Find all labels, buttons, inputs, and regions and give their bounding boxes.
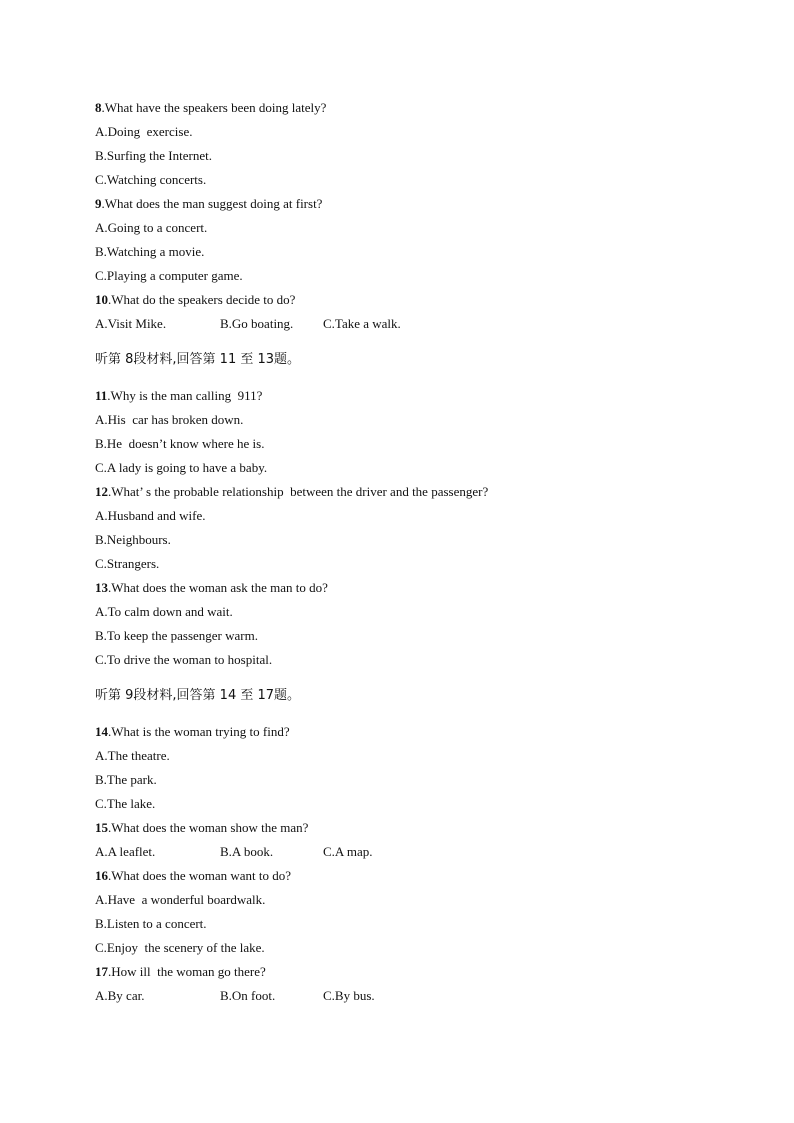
question-text: .Why is the man calling 911? [107, 388, 263, 403]
option-c: C.Watching concerts. [95, 172, 207, 187]
option-c: C.The lake. [95, 796, 156, 811]
question-text: .How ill the woman go there? [108, 964, 266, 979]
option-a: A.His car has broken down. [95, 412, 244, 427]
question-number: 13 [95, 580, 108, 595]
question-text: .What does the woman show the man? [108, 820, 309, 835]
question-8 [95, 96, 715, 120]
option-a: A.Husband and wife. [95, 508, 206, 523]
option-a: A.By car. [95, 988, 145, 1003]
option-c: C.To drive the woman to hospital. [95, 652, 273, 667]
option-b: B.A book. [220, 844, 274, 859]
question-text: .What’ s the probable relationship between the driver and the passenger? [108, 484, 489, 499]
question-number: 10 [95, 292, 108, 307]
question-number: 15 [95, 820, 108, 835]
section-heading-9: 听第 9段材料,回答第 14 至 17题。 [95, 688, 301, 703]
option-c: C.By bus. [323, 988, 375, 1003]
question-text: .What do the speakers decide to do? [108, 292, 296, 307]
option-c: C.A map. [323, 844, 373, 859]
question-16 [95, 864, 715, 888]
question-number: 17 [95, 964, 108, 979]
option-b: B.On foot. [220, 988, 276, 1003]
question-13 [95, 576, 715, 600]
worksheet-page [95, 96, 715, 1008]
option-b: B.Surfing the Internet. [95, 148, 212, 163]
option-a: A.Visit Mike. [95, 316, 167, 331]
options-row [95, 840, 715, 864]
option-a: A.Have a wonderful boardwalk. [95, 892, 266, 907]
option-c: C.A lady is going to have a baby. [95, 460, 268, 475]
question-text: .What is the woman trying to find? [108, 724, 290, 739]
option-b: B.Watching a movie. [95, 244, 205, 259]
question-number: 16 [95, 868, 108, 883]
question-12 [95, 480, 715, 504]
option-a: A.A leaflet. [95, 844, 156, 859]
option-b: B.Listen to a concert. [95, 916, 207, 931]
question-number: 12 [95, 484, 108, 499]
option-b: B.The park. [95, 772, 157, 787]
question-number: 8 [95, 100, 102, 115]
option-a: A.Going to a concert. [95, 220, 208, 235]
option-c: C.Strangers. [95, 556, 160, 571]
option-b: B.To keep the passenger warm. [95, 628, 258, 643]
question-9 [95, 192, 715, 216]
question-text: .What does the man suggest doing at first? [101, 196, 323, 211]
option-b: B.Neighbours. [95, 532, 171, 547]
question-text: .What have the speakers been doing lately? [101, 100, 327, 115]
option-a: A.To calm down and wait. [95, 604, 233, 619]
question-17 [95, 960, 715, 984]
question-number: 14 [95, 724, 108, 739]
question-14 [95, 720, 715, 744]
option-c: C.Playing a computer game. [95, 268, 243, 283]
question-number: 11 [95, 388, 108, 403]
option-b: B.Go boating. [220, 316, 294, 331]
option-a: A.The theatre. [95, 748, 170, 763]
question-15 [95, 816, 715, 840]
option-b: B.He doesn’t know where he is. [95, 436, 265, 451]
options-row [95, 984, 715, 1008]
options-row [95, 312, 715, 336]
question-text: .What does the woman ask the man to do? [108, 580, 328, 595]
question-10 [95, 288, 715, 312]
option-c: C.Enjoy the scenery of the lake. [95, 940, 265, 955]
question-text: .What does the woman want to do? [108, 868, 292, 883]
question-number: 9 [95, 196, 102, 211]
option-c: C.Take a walk. [323, 316, 401, 331]
question-11 [95, 384, 715, 408]
option-a: A.Doing exercise. [95, 124, 193, 139]
section-heading-8: 听第 8段材料,回答第 11 至 13题。 [95, 352, 301, 367]
